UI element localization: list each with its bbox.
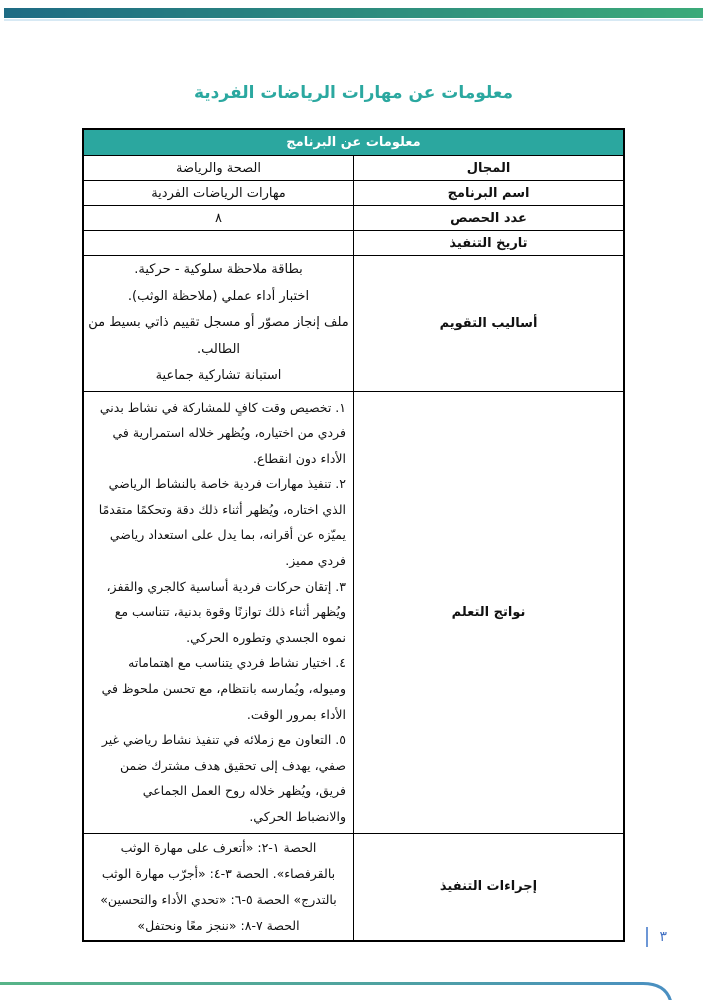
table-row-domain [83, 156, 624, 181]
row-value: ٨ [83, 206, 354, 231]
learning-outcomes-list [85, 393, 352, 832]
table-row-learning-outcomes [83, 391, 624, 833]
row-value [83, 391, 354, 833]
row-label: تاريخ التنفيذ [354, 231, 625, 256]
row-label: المجال [354, 156, 625, 181]
learning-outcome-item: ٤. اختيار نشاط فردي يتناسب مع اهتماماته وميوله، ويُمارسه بانتظام، مع تحسن ملحوظ في الأداء بمرور الوقت. [101, 655, 346, 722]
learning-outcome-item: ٥. التعاون مع زملائه في تنفيذ نشاط رياضي غير صفي، يهدف إلى تحقيق هدف مشترك ضمن فريق، ويُظهر خلاله روح العمل الجماعي والانضباط الحركي. [101, 732, 346, 824]
page-number [646, 926, 667, 948]
assessment-method-line: ملف إنجاز مصوّر أو مسجل تقييم ذاتي بسيط من الطالب. [88, 315, 349, 357]
row-label: عدد الحصص [354, 206, 625, 231]
page-title: معلومات عن مهارات الرياضات الفردية [193, 83, 513, 103]
page-number-divider [646, 927, 648, 947]
table-row-program-name [83, 181, 624, 206]
table-header: معلومات عن البرنامج [83, 129, 624, 156]
row-value-empty [83, 231, 354, 256]
row-label: نواتج التعلم [354, 391, 625, 833]
table-row-sessions-count [83, 206, 624, 231]
row-label: اسم البرنامج [354, 181, 625, 206]
table-row-execution-date [83, 231, 624, 256]
top-accent-bar-underline [4, 19, 703, 21]
page-number-value: ٣ [659, 929, 667, 945]
top-accent-bar [4, 8, 703, 18]
table-header-row [83, 129, 624, 156]
table-row-execution-procedures [83, 833, 624, 941]
row-value: مهارات الرياضات الفردية [83, 181, 354, 206]
row-value [83, 833, 354, 941]
row-label: إجراءات التنفيذ [354, 833, 625, 941]
program-info-table [82, 128, 625, 942]
assessment-method-line: بطاقة ملاحظة سلوكية - حركية. [134, 262, 303, 277]
table-row-assessment-methods [83, 256, 624, 392]
assessment-method-line: اختبار أداء عملي (ملاحظة الوثب). [127, 288, 310, 304]
execution-procedures-text: الحصة ١-٢: «أتعرف على مهارة الوثب بالقرفصاء». الحصة ٣-٤: «أجرّب مهارة الوثب بالتدرج» الحصة ٥-٦: «تحدي الأداء والتحسين» الحصة ٧-٨: «ننجز معًا ونحتفل» [100, 839, 337, 933]
learning-outcome-item: ٢. تنفيذ مهارات فردية خاصة بالنشاط الرياضي الذي اختاره، ويُظهر أثناء ذلك دقة وتحكمًا متقدمًا يميّزه عن أقرانه، بما يدل على استعداد رياضي فردي مميز. [98, 476, 346, 569]
row-value: الصحة والرياضة [83, 156, 354, 181]
footer-accent-curve [0, 981, 707, 1000]
row-label: أساليب التقويم [354, 256, 625, 392]
row-value [83, 256, 354, 392]
learning-outcome-item: ٣. إتقان حركات فردية أساسية كالجري والقفز، ويُظهر أثناء ذلك توازنًا وقوة بدنية، تتناسب مع نموه الجسدي وتطوره الحركي. [106, 578, 346, 645]
assessment-method-line: استبانة تشاركية جماعية [155, 368, 282, 383]
learning-outcome-item: ١. تخصيص وقت كافٍ للمشاركة في نشاط بدني فردي من اختياره، ويُظهر خلاله استمرارية في الأداء دون انقطاع. [99, 399, 346, 466]
